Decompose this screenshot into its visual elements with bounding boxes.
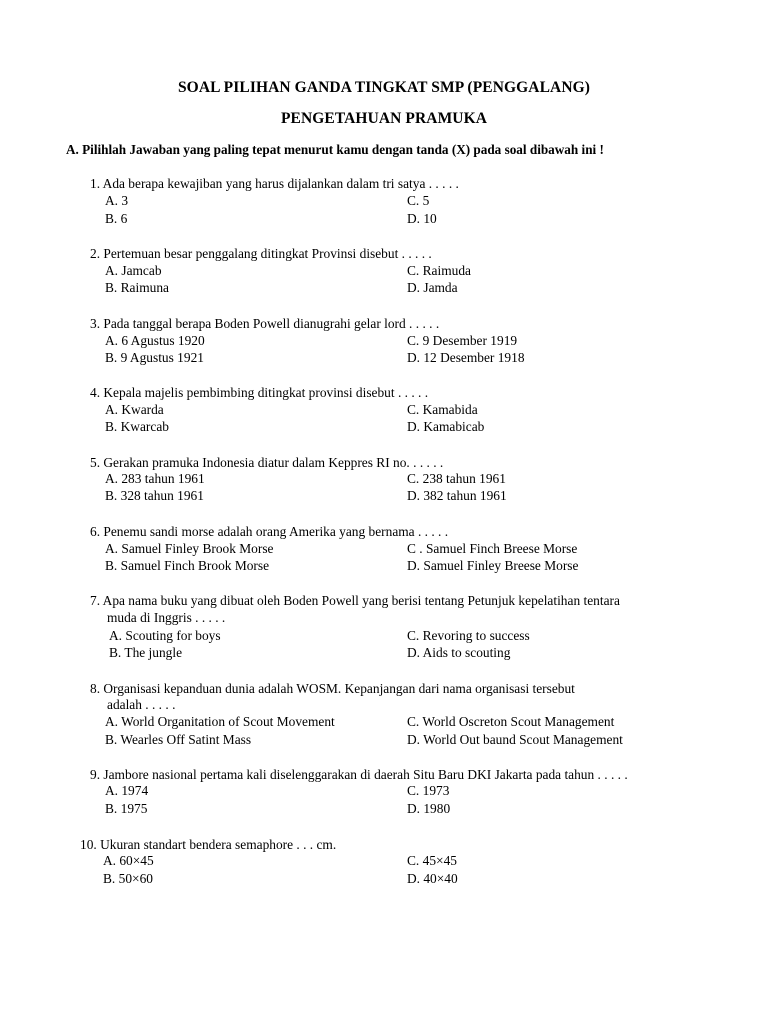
question-1-option-b: B. 6 [105,211,128,226]
question-9-option-d: D. 1980 [407,801,451,816]
question-3-text: 3. Pada tanggal berapa Boden Powell dianugrahi gelar lord . . . . . [90,316,440,331]
question-2-option-d: D. Jamda [407,280,458,295]
instruction-text: A. Pilihlah Jawaban yang paling tepat menurut kamu dengan tanda (X) pada soal dibawah ini ! [66,142,604,157]
document-title: SOAL PILIHAN GANDA TINGKAT SMP (PENGGALANG) [177,79,591,96]
question-4-option-a: A. Kwarda [105,402,164,417]
question-10-option-b: B. 50×60 [103,871,153,886]
question-7-option-d: D. Aids to scouting [407,645,511,660]
question-3-option-b: B. 9 Agustus 1921 [105,350,204,365]
question-8-text: 8. Organisasi kepanduan dunia adalah WOSM. Kepanjangan dari nama organisasi tersebut [90,681,575,696]
question-8-option-b: B. Wearles Off Satint Mass [105,732,252,747]
question-3-option-d: D. 12 Desember 1918 [407,350,525,365]
question-3-option-c: C. 9 Desember 1919 [407,333,518,348]
question-1-option-c: C. 5 [407,193,430,208]
question-7-option-b: B. The jungle [109,645,183,660]
question-6-option-a: A. Samuel Finley Brook Morse [105,541,274,556]
question-7-text: 7. Apa nama buku yang dibuat oleh Boden Powell yang berisi tentang Petunjuk kepelatihan tentara [90,593,620,608]
question-5-option-d: D. 382 tahun 1961 [407,488,507,503]
question-10-option-d: D. 40×40 [407,871,458,886]
question-5-text: 5. Gerakan pramuka Indonesia diatur dalam Keppres RI no. . . . . . [90,455,444,470]
question-9-option-b: B. 1975 [105,801,148,816]
question-2-option-c: C. Raimuda [407,263,471,278]
question-5-option-c: C. 238 tahun 1961 [407,471,506,486]
question-5-option-b: B. 328 tahun 1961 [105,488,204,503]
question-2-option-b: B. Raimuna [105,280,169,295]
question-10-option-c: C. 45×45 [407,853,457,868]
question-8-text-continued: adalah . . . . . [107,697,176,712]
question-8-option-a: A. World Organitation of Scout Movement [105,714,335,729]
question-9-option-c: C. 1973 [407,783,450,798]
question-9-text: 9. Jambore nasional pertama kali diselenggarakan di daerah Situ Baru DKI Jakarta pada tahun . . . . . [90,767,628,782]
question-4-option-d: D. Kamabicab [407,419,485,434]
question-6-option-d: D. Samuel Finley Breese Morse [407,558,579,573]
question-6-option-c: C . Samuel Finch Breese Morse [407,541,578,556]
question-6-text: 6. Penemu sandi morse adalah orang Amerika yang bernama . . . . . [90,524,449,539]
question-4-option-c: C. Kamabida [407,402,478,417]
question-2-option-a: A. Jamcab [105,263,162,278]
question-7-option-c: C. Revoring to success [407,628,530,643]
question-4-option-b: B. Kwarcab [105,419,169,434]
question-3-option-a: A. 6 Agustus 1920 [105,333,205,348]
question-10-option-a: A. 60×45 [103,853,154,868]
question-1-option-d: D. 10 [407,211,437,226]
document-subtitle: PENGETAHUAN PRAMUKA [280,110,488,127]
question-10-text: 10. Ukuran standart bendera semaphore . . . cm. [80,837,337,852]
question-9-option-a: A. 1974 [105,783,149,798]
question-4-text: 4. Kepala majelis pembimbing ditingkat provinsi disebut . . . . . [90,385,429,400]
question-2-text: 2. Pertemuan besar penggalang ditingkat Provinsi disebut . . . . . [90,246,432,261]
question-5-option-a: A. 283 tahun 1961 [105,471,205,486]
question-7-option-a: A. Scouting for boys [109,628,221,643]
question-1-option-a: A. 3 [105,193,129,208]
question-8-option-d: D. World Out baund Scout Management [407,732,623,747]
question-1-text: 1. Ada berapa kewajiban yang harus dijalankan dalam tri satya . . . . . [90,176,459,191]
question-8-option-c: C. World Oscreton Scout Management [407,714,615,729]
question-6-option-b: B. Samuel Finch Brook Morse [105,558,270,573]
question-7-text-continued: muda di Inggris . . . . . [107,610,226,625]
